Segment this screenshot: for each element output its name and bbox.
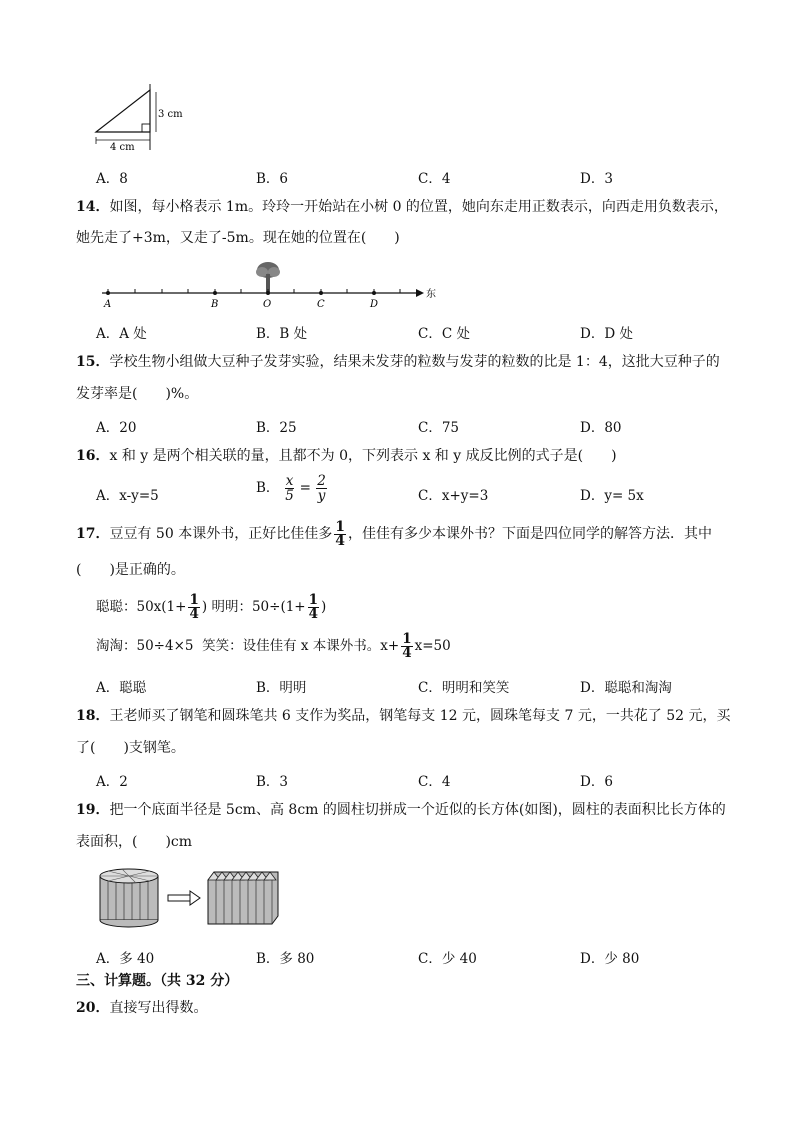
cylinder-icon bbox=[100, 869, 158, 927]
option-c[interactable]: C．C 处 bbox=[418, 326, 470, 342]
question-text: 如图，每小格表示 1m。玲玲一开始站在小树 0 的位置，她向东走用正数表示，向西走用负数表示， bbox=[109, 199, 728, 215]
question-14-line2: 她先走了+3m，又走了-5m。现在她的位置在( ) bbox=[76, 230, 400, 246]
question-number: 15． bbox=[76, 354, 110, 370]
arrow-right-icon bbox=[168, 891, 200, 905]
fraction-2-over-y: $\frac{2}{y}$ bbox=[317, 473, 326, 504]
question-16 bbox=[76, 447, 617, 465]
question-18-line2: 了( )支钢笔。 bbox=[76, 740, 185, 756]
option-d[interactable]: D．3 bbox=[580, 171, 613, 187]
fraction-one-quarter: $\frac{1}{4}$ bbox=[335, 518, 345, 549]
equals-sign: = bbox=[299, 480, 311, 496]
option-c[interactable]: C．4 bbox=[418, 774, 451, 790]
point-a-label: A bbox=[104, 299, 112, 310]
question-number: 18． bbox=[76, 708, 110, 724]
solution-congcong: 聪聪：50x(1+ bbox=[96, 599, 187, 615]
fraction-one-quarter: $\frac{1}{4}$ bbox=[402, 631, 412, 661]
question-text-cont: ，佳佳有多少本课外书？下面是四位同学的解答方法．其中 bbox=[347, 526, 712, 542]
option-c[interactable]: C．4 bbox=[418, 171, 451, 187]
option-a[interactable]: A．2 bbox=[96, 774, 128, 790]
question-14 bbox=[76, 198, 728, 216]
option-d[interactable]: D．聪聪和淘淘 bbox=[580, 680, 672, 696]
question-19 bbox=[76, 801, 726, 819]
fraction-one-quarter: $\frac{1}{4}$ bbox=[189, 592, 199, 622]
fraction-one-quarter: $\frac{1}{4}$ bbox=[308, 592, 319, 622]
point-o-label: O bbox=[263, 299, 272, 310]
option-a[interactable]: A．20 bbox=[96, 420, 137, 436]
solution-row-1: 聪聪：50x(1+ $\frac{1}{4}$ ) 明明：50÷(1+ $\frac{1}{4}$ ) bbox=[96, 592, 327, 622]
question-number: 17． bbox=[76, 526, 110, 542]
option-a[interactable]: A．聪聪 bbox=[96, 680, 147, 696]
option-b[interactable]: B．多 80 bbox=[256, 951, 315, 967]
solution-mingming: 明明：50÷(1+ bbox=[211, 599, 306, 615]
question-number: 20． bbox=[76, 1000, 110, 1016]
option-c[interactable]: C．x+y=3 bbox=[418, 488, 489, 504]
tree-icon bbox=[256, 262, 280, 292]
cuboid-icon bbox=[208, 872, 278, 924]
solution-row-2: 淘淘：50÷4×5 笑笑：设佳佳有 x 本课外书。x+ $\frac{1}{4}$ x=50 bbox=[96, 631, 451, 661]
question-text: x 和 y 是两个相关联的量，且都不为 0，下列表示 x 和 y 成反比例的式子是( ) bbox=[109, 448, 617, 464]
number-line-figure bbox=[98, 258, 443, 313]
option-d[interactable]: D．y= 5x bbox=[580, 488, 644, 504]
option-b[interactable]: B．6 bbox=[256, 171, 289, 187]
option-b[interactable]: B．B 处 bbox=[256, 326, 308, 342]
option-d[interactable]: D．少 80 bbox=[580, 951, 640, 967]
question-17 bbox=[76, 520, 712, 548]
option-a[interactable]: A．多 40 bbox=[96, 951, 155, 967]
option-d[interactable]: D．D 处 bbox=[580, 326, 633, 342]
question-15-line2: 发芽率是( )%。 bbox=[76, 386, 199, 402]
base-label: 4 cm bbox=[110, 142, 135, 153]
option-a[interactable]: A．A 处 bbox=[96, 326, 147, 342]
solution-taotao: 淘淘：50÷4×5 bbox=[96, 638, 194, 654]
option-b-prefix: B． bbox=[256, 480, 280, 496]
point-c-label: C bbox=[317, 299, 325, 310]
cylinder-to-cuboid-figure bbox=[96, 864, 346, 934]
triangle-figure bbox=[90, 80, 200, 155]
solution-xiaoxiao: 笑笑：设佳佳有 x 本课外书。x+ bbox=[202, 638, 400, 654]
point-d-label: D bbox=[370, 299, 379, 310]
option-b[interactable]: B．25 bbox=[256, 420, 297, 436]
question-19-line2: 表面积，( )cm bbox=[76, 834, 193, 850]
option-c[interactable]: C．少 40 bbox=[418, 951, 477, 967]
question-text: 王老师买了钢笔和圆珠笔共 6 支作为奖品，钢笔每支 12 元，圆珠笔每支 7 元，一共花了 52 元，买 bbox=[109, 708, 731, 724]
fraction-x-over-5: $\frac{x}{5}$ bbox=[285, 473, 294, 504]
section-heading: 三、计算题。（共 32 分） bbox=[76, 973, 239, 989]
question-number: 14． bbox=[76, 199, 110, 215]
point-b-label: B bbox=[211, 299, 219, 310]
question-20 bbox=[76, 999, 207, 1017]
question-number: 19． bbox=[76, 802, 110, 818]
question-text: 直接写出得数。 bbox=[109, 1000, 208, 1016]
option-b[interactable]: B．明明 bbox=[256, 680, 307, 696]
question-text: 学校生物小组做大豆种子发芽实验，结果未发芽的粒数与发芽的粒数的比是 1：4，这批大豆种子的 bbox=[109, 354, 720, 370]
option-b[interactable]: B．3 bbox=[256, 774, 289, 790]
question-number: 16． bbox=[76, 448, 110, 464]
question-17-line2: ( )是正确的。 bbox=[76, 562, 185, 578]
height-label: 3 cm bbox=[158, 109, 183, 120]
option-a[interactable]: A．8 bbox=[96, 171, 128, 187]
option-a[interactable]: A．x-y=5 bbox=[96, 488, 159, 504]
option-d[interactable]: D．6 bbox=[580, 774, 613, 790]
question-text: 把一个底面半径是 5cm、高 8cm 的圆柱切拼成一个近似的长方体(如图)，圆柱的表面积比长方体的 bbox=[109, 802, 726, 818]
option-c[interactable]: C．75 bbox=[418, 420, 460, 436]
question-15 bbox=[76, 353, 720, 371]
question-text: 豆豆有 50 本课外书，正好比佳佳多 bbox=[109, 526, 333, 542]
option-d[interactable]: D．80 bbox=[580, 420, 622, 436]
option-c[interactable]: C．明明和笑笑 bbox=[418, 680, 510, 696]
east-label: 东 bbox=[426, 289, 436, 300]
question-18 bbox=[76, 707, 731, 725]
option-b[interactable] bbox=[256, 474, 328, 503]
